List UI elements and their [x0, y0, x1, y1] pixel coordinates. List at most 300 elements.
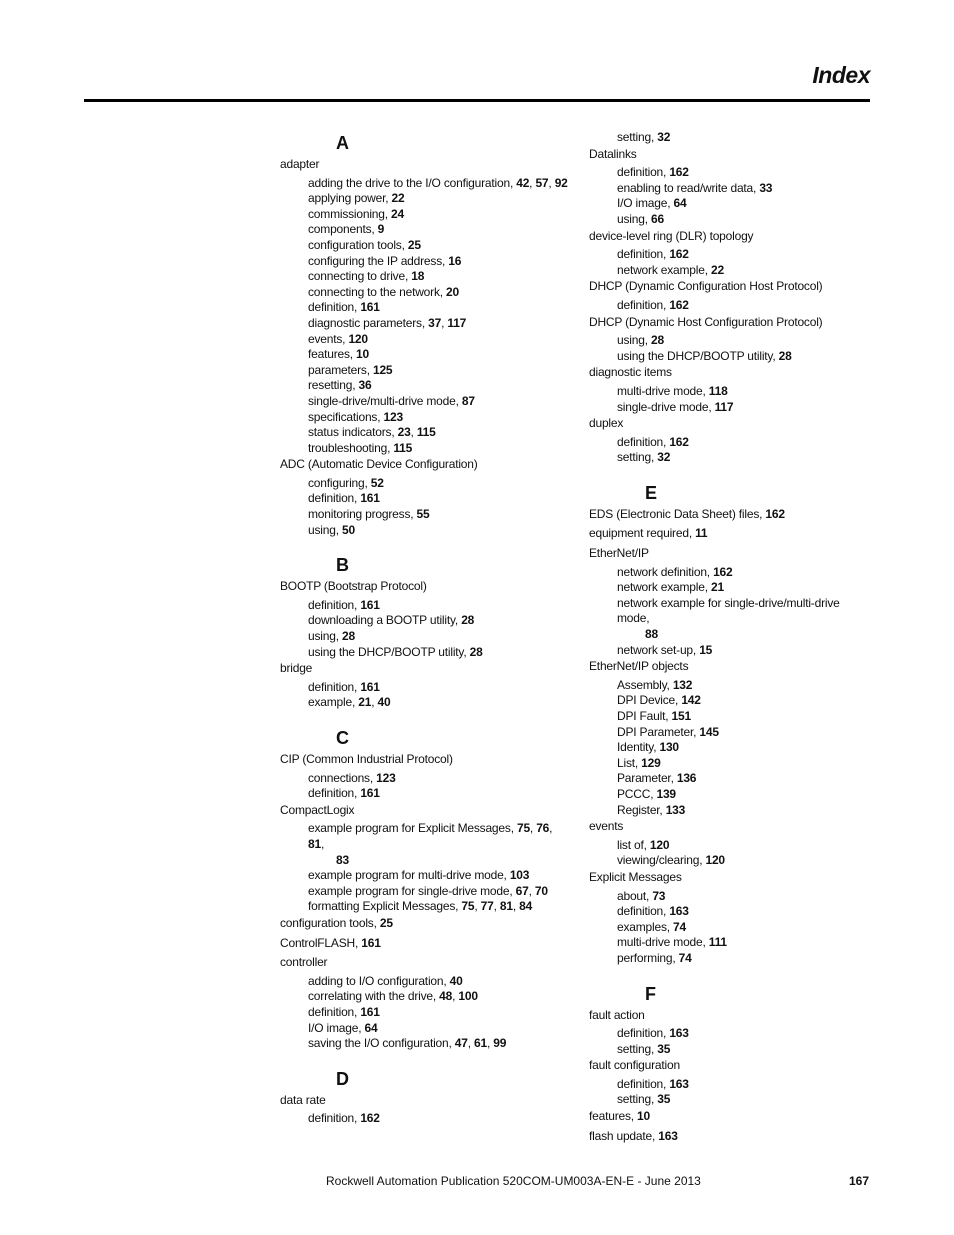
- index-entry: [589, 506, 874, 526]
- page-link[interactable]: 125: [372, 362, 393, 377]
- index-subentry: definition, 162: [617, 297, 689, 312]
- page-link[interactable]: 32: [657, 130, 671, 144]
- index-term: [589, 545, 874, 565]
- index-subentry: network set-up, 15: [617, 642, 713, 657]
- page-link[interactable]: 42: [516, 175, 530, 190]
- page-link[interactable]: 139: [656, 786, 676, 801]
- subentry-text: setting: [617, 450, 651, 465]
- index-entry: [280, 915, 570, 935]
- index-entry: [589, 364, 874, 415]
- index-subentry: I/O image, 64: [308, 1020, 378, 1035]
- index-subentry: DPI Fault, 151: [617, 709, 691, 723]
- term-text: DHCP (Dynamic Configuration Host Protocol): [589, 279, 823, 294]
- index-term: [280, 1092, 570, 1112]
- index-term: features, 10: [589, 1109, 650, 1124]
- subentry-text: multi-drive mode: [617, 383, 703, 398]
- index-subentry: definition, 161: [308, 300, 380, 315]
- page-link[interactable]: 70: [534, 883, 548, 898]
- index-section: [589, 480, 874, 967]
- page-link[interactable]: 161: [360, 1004, 380, 1019]
- page-link[interactable]: 92: [554, 175, 568, 190]
- page-link[interactable]: 133: [665, 802, 686, 817]
- page-link[interactable]: 120: [649, 837, 670, 852]
- index-section: [280, 1066, 570, 1127]
- index-subentry: configuration tools, 25: [308, 237, 421, 252]
- page-link[interactable]: 136: [676, 771, 697, 786]
- page-link[interactable]: 163: [669, 1026, 689, 1041]
- page-link[interactable]: 25: [379, 915, 393, 930]
- term-text: flash update: [589, 1128, 652, 1143]
- index-entry: [589, 415, 874, 466]
- page-link[interactable]: 24: [391, 206, 404, 221]
- subentry-text: using the DHCP/BOOTP utility: [308, 644, 464, 659]
- subentry-text: parameters: [308, 362, 367, 377]
- index-entry: [589, 1128, 874, 1148]
- page-link[interactable]: 57: [535, 175, 549, 190]
- section-letter: D: [336, 1068, 349, 1089]
- page-link[interactable]: 88: [645, 627, 658, 642]
- page-link[interactable]: 20: [446, 284, 459, 299]
- index-subentry: setting, 32: [617, 450, 671, 465]
- index-subentry: definition, 162: [617, 247, 689, 262]
- page-link[interactable]: 15: [699, 642, 713, 657]
- page-link[interactable]: 162: [713, 564, 733, 579]
- index-entry: [589, 1007, 874, 1058]
- index-subentry: definition, 161: [308, 679, 380, 694]
- subentry-text: enabling to read/write data: [617, 180, 754, 195]
- page-link[interactable]: 36: [358, 378, 372, 393]
- page-link[interactable]: 162: [669, 297, 689, 312]
- page-link[interactable]: 67: [515, 883, 529, 898]
- subentry-text: definition: [617, 434, 664, 449]
- subentry-text: definition: [308, 597, 355, 612]
- subentry-text: viewing/clearing: [617, 853, 700, 868]
- index-subentry: single-drive mode, 117: [617, 399, 734, 414]
- page-link[interactable]: 16: [448, 253, 462, 268]
- index-entry: [280, 660, 570, 711]
- page-link[interactable]: 162: [669, 434, 689, 449]
- index-subentry: definition, 161: [308, 597, 380, 612]
- subentry-text: I/O image: [308, 1020, 359, 1035]
- subentry-text: adding the drive to the I/O configuration: [308, 175, 510, 190]
- index-section: [589, 130, 874, 466]
- index-subentry: resetting, 36: [308, 378, 372, 393]
- subentry-text: definition: [308, 786, 355, 801]
- index-entry: [280, 935, 570, 955]
- term-text: equipment required: [589, 526, 689, 541]
- page-link[interactable]: 120: [348, 331, 368, 346]
- page-link[interactable]: 162: [360, 1111, 380, 1126]
- subentry-text: network example: [617, 262, 705, 277]
- page-link[interactable]: 111: [708, 935, 727, 950]
- page-link[interactable]: 100: [458, 989, 478, 1004]
- subentry-text: using: [617, 211, 645, 226]
- page-link[interactable]: 74: [673, 919, 686, 934]
- index-entry: [280, 578, 570, 660]
- term-text: ControlFLASH: [280, 935, 355, 950]
- index-subentry: viewing/clearing, 120: [617, 853, 725, 868]
- index-subentry: configuring the IP address, 16: [308, 253, 462, 268]
- index-subentry: events, 120: [308, 331, 368, 346]
- index-subentry: examples, 74: [617, 919, 686, 934]
- page-link[interactable]: 21: [711, 580, 724, 595]
- index-subentry: Register, 133: [617, 802, 686, 817]
- page-link[interactable]: 130: [659, 740, 679, 755]
- section-letter: F: [645, 983, 656, 1004]
- page-link[interactable]: 142: [681, 693, 701, 708]
- index-entry: [280, 1092, 570, 1127]
- subentry-text: definition: [308, 491, 355, 506]
- page-link[interactable]: 74: [678, 950, 692, 965]
- index-subentry: using, 66: [617, 211, 664, 226]
- page-link[interactable]: 163: [669, 1076, 689, 1091]
- index-subentry: definition, 161: [308, 491, 380, 506]
- index-term: ControlFLASH, 161: [280, 935, 381, 950]
- subentry-text: network example for single-drive/multi-drive mode: [617, 595, 840, 626]
- subentry-text: definition: [617, 1026, 664, 1041]
- subentry-text: configuring: [308, 475, 365, 490]
- term-text: DHCP (Dynamic Host Configuration Protocol): [589, 314, 823, 329]
- subentry-text: example: [308, 695, 352, 710]
- subentry-continuation: [589, 627, 874, 643]
- subentry-text: list of: [617, 837, 644, 852]
- page-link[interactable]: 151: [671, 709, 691, 723]
- page-link[interactable]: 161: [360, 786, 380, 801]
- subentry-text: using: [308, 522, 336, 537]
- index-subentry: enabling to read/write data, 33: [617, 180, 773, 195]
- index-subentry: using, 28: [308, 629, 355, 644]
- page-link[interactable]: 50: [341, 522, 355, 537]
- term-text: fault action: [589, 1007, 645, 1022]
- page-link[interactable]: 161: [360, 597, 380, 612]
- subentry-text: using: [617, 333, 645, 348]
- page-link[interactable]: 123: [376, 770, 396, 785]
- page-link[interactable]: 9: [377, 222, 385, 237]
- index-column-left: [280, 130, 570, 1127]
- term-text: duplex: [589, 416, 624, 431]
- index-entry: [589, 146, 874, 228]
- subentry-text: DPI Device: [617, 693, 676, 708]
- term-text: controller: [280, 955, 328, 970]
- index-subentry: definition, 163: [617, 904, 689, 919]
- page-link[interactable]: 81: [499, 899, 513, 914]
- index-term: [589, 1057, 874, 1077]
- subentry-text: commissioning: [308, 206, 385, 221]
- index-subentry: connections, 123: [308, 770, 396, 785]
- term-text: features: [589, 1109, 631, 1124]
- subentry-text: setting: [617, 130, 651, 144]
- subentry-text: Identity: [617, 740, 654, 755]
- index-term: [589, 228, 874, 248]
- page-link[interactable]: 28: [778, 348, 792, 363]
- index-subentry: definition, 162: [308, 1111, 380, 1126]
- page-link[interactable]: 75: [461, 899, 475, 914]
- index-subentry: using, 28: [617, 333, 664, 348]
- index-subentry: applying power, 22: [308, 191, 405, 206]
- subentry-text: DPI Fault: [617, 709, 666, 723]
- subentry-text: example program for Explicit Messages: [308, 821, 511, 836]
- page-link[interactable]: 35: [657, 1092, 671, 1107]
- subentry-text: setting: [617, 1092, 651, 1107]
- page-link[interactable]: 84: [519, 899, 533, 914]
- page-link[interactable]: 21: [358, 695, 372, 710]
- page-link[interactable]: 28: [341, 629, 355, 644]
- subentry-text: I/O image: [617, 196, 668, 211]
- index-term: [589, 658, 874, 678]
- section-letter: A: [336, 133, 349, 153]
- term-text: Datalinks: [589, 146, 637, 161]
- page-link[interactable]: 11: [695, 526, 708, 541]
- index-subentry: adding to I/O configuration, 40: [308, 973, 463, 988]
- page-link[interactable]: 23: [397, 425, 411, 440]
- index-subentry: troubleshooting, 115: [308, 440, 413, 455]
- index-subentry: definition, 162: [617, 165, 689, 180]
- term-text: CompactLogix: [280, 802, 355, 817]
- index-term: [589, 278, 874, 298]
- page-link[interactable]: 162: [669, 165, 689, 180]
- term-text: diagnostic items: [589, 365, 672, 380]
- index-subentry: downloading a BOOTP utility, 28: [308, 613, 475, 628]
- page-link[interactable]: 18: [411, 269, 425, 284]
- index-subentry: DPI Device, 142: [617, 693, 701, 708]
- index-entry: [280, 751, 570, 802]
- page-link[interactable]: 123: [383, 409, 403, 424]
- page-link[interactable]: 162: [765, 506, 785, 521]
- page-link[interactable]: 117: [714, 399, 734, 414]
- index-subentry: definition, 163: [617, 1026, 689, 1041]
- index-entry: [589, 130, 874, 146]
- index-term: [280, 954, 570, 974]
- index-subentry: List, 129: [617, 755, 661, 770]
- index-subentry: Assembly, 132: [617, 677, 693, 692]
- term-text: EDS (Electronic Data Sheet) files: [589, 506, 760, 521]
- subentry-text: example program for multi-drive mode: [308, 868, 504, 883]
- section-letter: C: [336, 728, 349, 748]
- page-link[interactable]: 87: [461, 393, 475, 408]
- index-entry: [589, 545, 874, 658]
- page-link[interactable]: 75: [516, 821, 530, 836]
- index-term: [589, 818, 874, 838]
- index-term: [589, 1007, 874, 1027]
- subentry-text: specifications: [308, 409, 378, 424]
- subentry-text: using: [308, 629, 336, 644]
- term-text: EtherNet/IP objects: [589, 659, 689, 674]
- index-subentry: PCCC, 139: [617, 786, 676, 801]
- index-subentry: setting, 35: [617, 1041, 671, 1056]
- index-subentry: specifications, 123: [308, 409, 403, 424]
- page-link[interactable]: 162: [669, 247, 689, 262]
- index-subentry: commissioning, 24: [308, 206, 404, 221]
- index-subentry: saving the I/O configuration, 47, 61, 99: [308, 1036, 507, 1051]
- subentry-text: network definition: [617, 564, 707, 579]
- page-link[interactable]: 33: [759, 180, 773, 195]
- subentry-text: examples: [617, 919, 667, 934]
- subentry-text: resetting: [308, 378, 353, 393]
- index-subentry: definition, 162: [617, 434, 689, 449]
- index-term: [589, 314, 874, 334]
- term-text: configuration tools: [280, 915, 374, 930]
- page-link[interactable]: 64: [673, 196, 687, 211]
- page-title: Index: [812, 62, 870, 88]
- index-subentry: configuring, 52: [308, 475, 384, 490]
- page-link[interactable]: 35: [657, 1041, 671, 1056]
- subentry-text: definition: [617, 904, 664, 919]
- index-entry: [589, 314, 874, 365]
- index-entry: [589, 658, 874, 818]
- page-link[interactable]: 83: [336, 852, 349, 867]
- term-text: bridge: [280, 661, 313, 676]
- subentry-text: events: [308, 331, 343, 346]
- page-link[interactable]: 48: [439, 989, 453, 1004]
- page-link[interactable]: 163: [669, 904, 689, 919]
- subentry-text: components: [308, 222, 372, 237]
- section-letter: E: [645, 482, 657, 503]
- index-section: [589, 981, 874, 1148]
- page-link[interactable]: 61: [474, 1036, 487, 1051]
- page-link[interactable]: 163: [658, 1128, 678, 1143]
- subentry-text: using the DHCP/BOOTP utility: [617, 348, 773, 363]
- page-link[interactable]: 47: [454, 1036, 468, 1051]
- index-subentry: parameters, 125: [308, 362, 393, 377]
- page-link[interactable]: 117: [447, 315, 467, 330]
- subentry-text: monitoring progress: [308, 507, 411, 522]
- index-subentry: network example, 21: [617, 580, 724, 595]
- index-term: [280, 578, 570, 598]
- index-term: [280, 751, 570, 771]
- page-link[interactable]: 55: [416, 507, 430, 522]
- page-link[interactable]: 10: [356, 347, 369, 362]
- index-subentry: multi-drive mode, 118: [617, 383, 728, 398]
- index-subentry: connecting to drive, 18: [308, 269, 425, 284]
- subentry-text: downloading a BOOTP utility: [308, 613, 455, 628]
- subentry-text: connections: [308, 770, 370, 785]
- index-subentry: monitoring progress, 55: [308, 507, 430, 522]
- term-text: adapter: [280, 157, 320, 171]
- page-link[interactable]: 161: [361, 935, 381, 950]
- page-link[interactable]: 115: [416, 425, 436, 440]
- index-term: flash update, 163: [589, 1128, 678, 1143]
- index-subentry: performing, 74: [617, 950, 692, 965]
- subentry-text: definition: [308, 1111, 355, 1126]
- subentry-text: setting: [617, 1041, 651, 1056]
- index-subentry: example, 21, 40: [308, 695, 391, 710]
- index-subentry: list of, 120: [617, 837, 670, 852]
- index-entry: [589, 1057, 874, 1108]
- page-link[interactable]: 64: [364, 1020, 378, 1035]
- page-link[interactable]: 28: [461, 613, 475, 628]
- footer-publication: Rockwell Automation Publication 520COM-UM003A-EN-E - June 2013: [326, 1174, 701, 1188]
- subentry-text: Assembly: [617, 677, 667, 692]
- page-link[interactable]: 66: [650, 211, 664, 226]
- subentry-text: correlating with the drive: [308, 989, 433, 1004]
- subentry-text: PCCC: [617, 786, 651, 801]
- index-subentry: about, 73: [617, 888, 666, 903]
- page-link[interactable]: 10: [637, 1109, 650, 1124]
- page-link[interactable]: 161: [360, 300, 380, 315]
- page-link[interactable]: 103: [509, 868, 530, 883]
- index-subentry: using the DHCP/BOOTP utility, 28: [617, 348, 792, 363]
- page-number: 167: [848, 1174, 869, 1188]
- index-subentry: status indicators, 23, 115: [308, 425, 436, 440]
- page-link[interactable]: 22: [391, 191, 405, 206]
- index-subentry: components, 9: [308, 222, 385, 237]
- term-text: events: [589, 819, 624, 834]
- index-subentry: definition, 161: [308, 1004, 380, 1019]
- subentry-text: diagnostic parameters: [308, 315, 422, 330]
- subentry-text: List: [617, 755, 635, 770]
- page-link[interactable]: 28: [650, 333, 664, 348]
- index-subentry: setting, 35: [617, 1092, 671, 1107]
- subentry-text: connecting to drive: [308, 269, 405, 284]
- index-section: [280, 552, 570, 711]
- page-link[interactable]: 73: [652, 888, 666, 903]
- index-subentry: single-drive/multi-drive mode, 87: [308, 393, 475, 408]
- subentry-text: multi-drive mode: [617, 935, 703, 950]
- page-link[interactable]: 37: [428, 315, 442, 330]
- subentry-text: configuring the IP address: [308, 253, 443, 268]
- page-link[interactable]: 99: [493, 1036, 507, 1051]
- subentry-text: definition: [617, 297, 664, 312]
- page-link[interactable]: 77: [480, 899, 494, 914]
- subentry-text: definition: [308, 1004, 355, 1019]
- index-term: [280, 456, 570, 476]
- index-entry: [280, 802, 570, 915]
- index-subentry: network example, 22: [617, 262, 724, 277]
- index-term: [280, 660, 570, 680]
- page-link[interactable]: 22: [711, 262, 724, 277]
- index-subentry: DPI Parameter, 145: [617, 724, 719, 739]
- subentry-text: troubleshooting: [308, 440, 388, 455]
- page-link[interactable]: 115: [393, 440, 413, 455]
- index-entry: [589, 869, 874, 967]
- index-term: [589, 415, 874, 435]
- subentry-text: adding to I/O configuration: [308, 973, 444, 988]
- page-link[interactable]: 28: [469, 644, 483, 659]
- page-link[interactable]: 52: [370, 475, 384, 490]
- index-subentry: example program for multi-drive mode, 103: [308, 868, 530, 883]
- page-link[interactable]: 40: [377, 695, 391, 710]
- page-link[interactable]: 25: [407, 237, 421, 252]
- page-link[interactable]: 132: [672, 677, 693, 692]
- subentry-text: configuration tools: [308, 237, 402, 252]
- subentry-text: connecting to the network: [308, 284, 440, 299]
- index-entry: [589, 525, 874, 545]
- page-link[interactable]: 32: [657, 450, 671, 465]
- page-link[interactable]: 161: [360, 491, 380, 506]
- page-link[interactable]: 40: [449, 973, 463, 988]
- page-link[interactable]: 120: [705, 853, 725, 868]
- index-subentry: network example for single-drive/multi-drive mode,: [617, 595, 840, 626]
- index-entry: [280, 456, 570, 538]
- index-entry: [280, 156, 570, 456]
- page-link[interactable]: 76: [536, 821, 550, 836]
- index-term: [589, 146, 874, 166]
- page-link[interactable]: 161: [360, 679, 380, 694]
- index-subentry: features, 10: [308, 347, 369, 362]
- index-term: configuration tools, 25: [280, 915, 393, 930]
- index-subentry: Parameter, 136: [617, 771, 697, 786]
- subentry-continuation: [280, 853, 570, 869]
- page-link[interactable]: 118: [708, 383, 728, 398]
- page-link[interactable]: 145: [699, 724, 719, 739]
- page-link[interactable]: 81: [308, 836, 321, 851]
- subentry-text: DPI Parameter: [617, 724, 694, 739]
- subentry-text: performing: [617, 950, 673, 965]
- index-entry: [589, 278, 874, 313]
- term-text: Explicit Messages: [589, 869, 682, 884]
- subentry-text: status indicators: [308, 425, 392, 440]
- page-link[interactable]: 129: [641, 755, 661, 770]
